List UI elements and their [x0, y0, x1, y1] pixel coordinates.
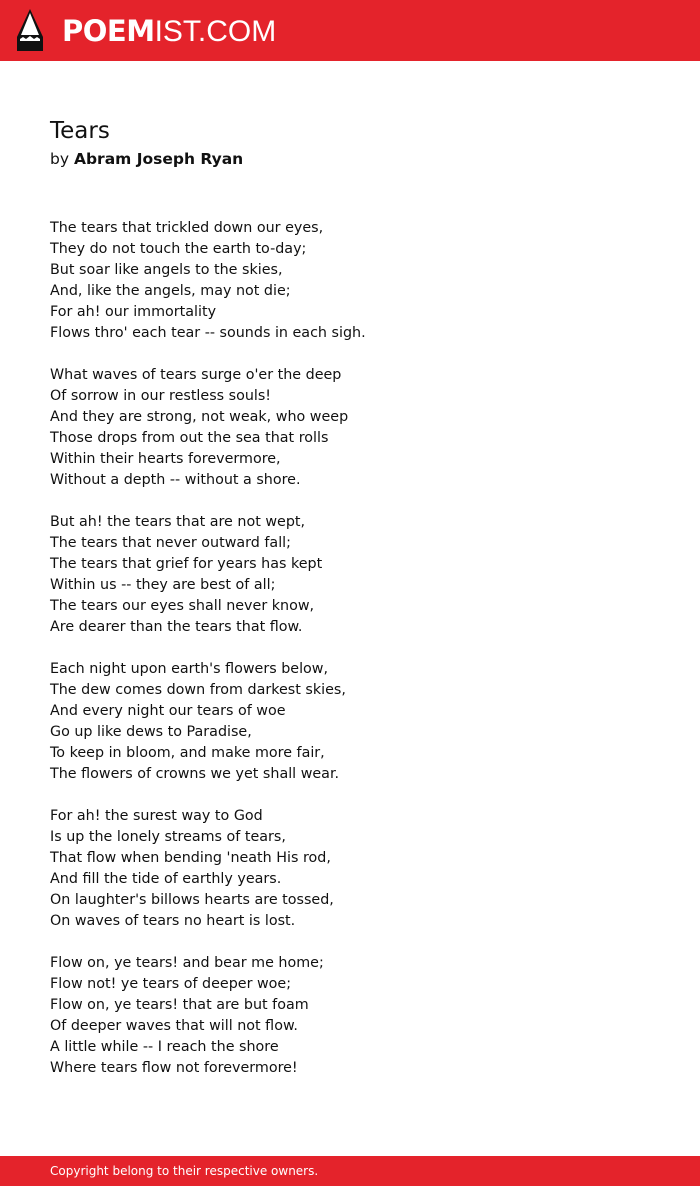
poem-line: But soar like angels to the skies, — [50, 262, 283, 278]
poem-line: For ah! our immortality — [50, 304, 217, 320]
poem-line: Flow on, ye tears! that are but foam — [50, 997, 309, 1013]
poem-line: Go up like dews to Paradise, — [50, 724, 252, 740]
poem-line: Within their hearts forevermore, — [50, 451, 281, 467]
poem-line: Where tears flow not forevermore! — [50, 1060, 298, 1076]
poem-line: On laughter's billows hearts are tossed, — [50, 892, 334, 908]
poem-line: Of deeper waves that will not flow. — [50, 1018, 298, 1034]
poem-line: They do not touch the earth to-day; — [50, 241, 307, 257]
copyright-text: Copyright belong to their respective owners. — [50, 1164, 319, 1178]
poem-line: The flowers of crowns we yet shall wear. — [50, 766, 340, 782]
pen-nib-icon[interactable] — [17, 9, 43, 51]
poem-line: And every night our tears of woe — [50, 703, 286, 719]
by-label: by — [50, 150, 70, 168]
poem-line: And they are strong, not weak, who weep — [50, 409, 349, 425]
poem-line: On waves of tears no heart is lost. — [50, 913, 296, 929]
stanza — [50, 218, 670, 344]
site-footer — [0, 1156, 700, 1186]
poem-line: A little while -- I reach the shore — [50, 1039, 279, 1055]
site-logo-link[interactable] — [62, 13, 276, 49]
stanza — [50, 659, 670, 785]
stanza — [50, 512, 670, 638]
logo-brand-bold: POEM — [62, 14, 155, 48]
poem-line: Each night upon earth's flowers below, — [50, 661, 329, 677]
poem-line: That flow when bending 'neath His rod, — [50, 850, 331, 866]
poem-line: Of sorrow in our restless souls! — [50, 388, 272, 404]
poem-line: The dew comes down from darkest skies, — [50, 682, 346, 698]
poem-line: The tears our eyes shall never know, — [50, 598, 315, 614]
poem-line: The tears that grief for years has kept — [50, 556, 323, 572]
poem-line: And, like the angels, may not die; — [50, 283, 291, 299]
poem-line: Is up the lonely streams of tears, — [50, 829, 286, 845]
poem-body — [50, 218, 670, 1100]
poem-line: The tears that never outward fall; — [50, 535, 291, 551]
poem-line: For ah! the surest way to God — [50, 808, 263, 824]
poem-line: But ah! the tears that are not wept, — [50, 514, 306, 530]
logo-brand-light: IST.COM — [154, 15, 277, 48]
poem-line: Those drops from out the sea that rolls — [50, 430, 329, 446]
poem-line: Flow on, ye tears! and bear me home; — [50, 955, 324, 971]
poem-line: What waves of tears surge o'er the deep — [50, 367, 342, 383]
poem-line: Flows thro' each tear -- sounds in each sigh. — [50, 325, 366, 341]
poem-title: Tears — [50, 118, 110, 144]
poem-byline — [50, 148, 243, 170]
poem-line: Are dearer than the tears that flow. — [50, 619, 303, 635]
poem-line: Flow not! ye tears of deeper woe; — [50, 976, 292, 992]
stanza — [50, 365, 670, 491]
poem-line: And fill the tide of earthly years. — [50, 871, 282, 887]
poem-line: To keep in bloom, and make more fair, — [50, 745, 325, 761]
poem-line: Within us -- they are best of all; — [50, 577, 276, 593]
site-header — [0, 0, 700, 61]
poem-line: Without a depth -- without a shore. — [50, 472, 301, 488]
poem-line: The tears that trickled down our eyes, — [50, 220, 324, 236]
author-name[interactable]: Abram Joseph Ryan — [73, 150, 244, 168]
stanza — [50, 806, 670, 932]
stanza — [50, 953, 670, 1079]
